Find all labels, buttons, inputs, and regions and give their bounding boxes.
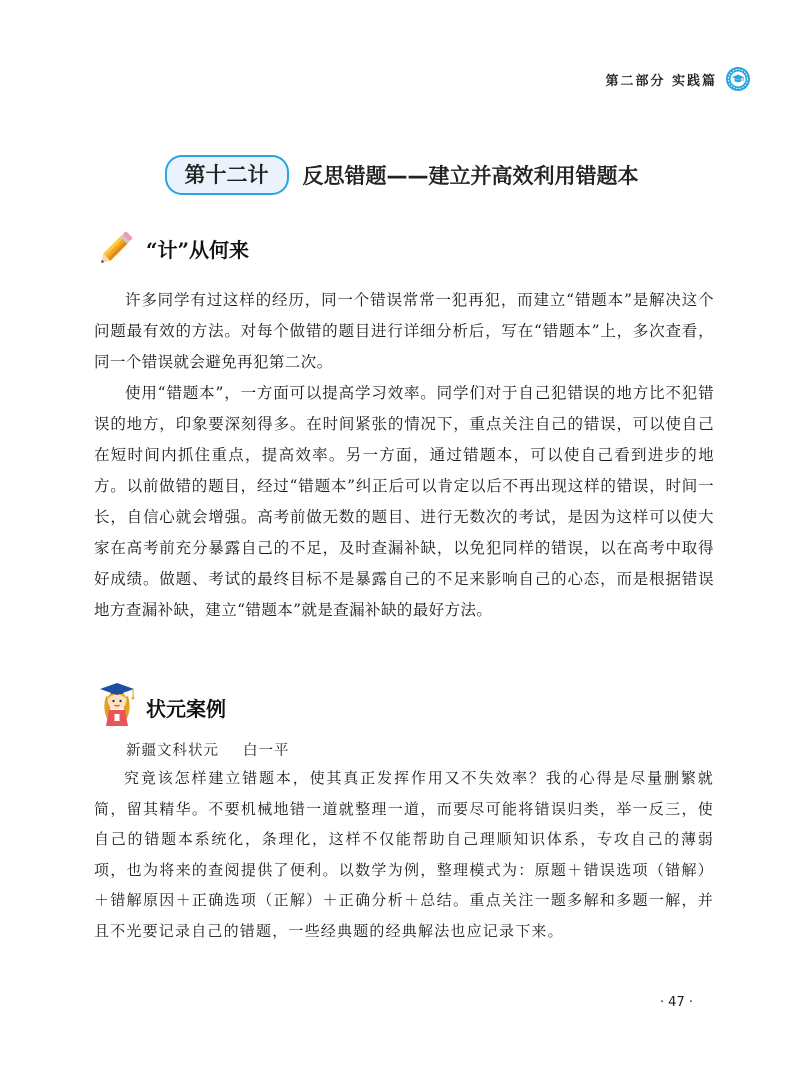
section1-heading xyxy=(94,226,249,270)
section1-title: “计”从何来 xyxy=(146,237,250,262)
page-number: · 47 · xyxy=(659,995,693,1010)
graduation-cap-badge-icon xyxy=(725,66,751,92)
pencil-icon xyxy=(94,226,138,270)
scholar-girl-icon xyxy=(94,680,140,728)
byline-author: 白一平 xyxy=(243,743,290,759)
chapter-title-row xyxy=(0,155,803,195)
section2-heading xyxy=(94,680,226,728)
running-header xyxy=(605,66,751,92)
section1-paragraph: 使用“错题本”，一方面可以提高学习效率。同学们对于自己犯错误的地方比不犯错误的地方，印象要深刻得多。在时间紧张的情况下，重点关注自己的错误，可以使自己在短时间内抓住重点，提高效率。另一方面，通过错题本，可以使自己看到进步的地方。以前做错的题目，经过“错题本”纠正后可以肯定以后不再出现这样的错误，时间一长，自信心就会增强。高考前做无数的题目、进行无数次的考试，是因为这样可以使大家在高考前充分暴露自己的不足，及时查漏补缺，以免犯同样的错误，以在高考中取得好成绩。做题、考试的最终目标不是暴露自己的不足来影响自己的心态，而是根据错误地方查漏补缺，建立“错题本”就是查漏补缺的最好方法。 xyxy=(94,384,714,619)
byline xyxy=(126,739,290,760)
section2-title: 状元案例 xyxy=(146,697,226,721)
header-text: 第二部分 实践篇 xyxy=(605,73,717,89)
byline-role: 新疆文科状元 xyxy=(126,743,219,759)
section1-paragraph: 许多同学有过这样的经历，同一个错误常常一犯再犯，而建立“错题本”是解决这个问题最有效的方法。对每个做错的题目进行详细分析后，写在“错题本”上，多次查看，同一个错误就会避免再犯第二次。 xyxy=(94,291,714,371)
chapter-label: 第十二计 xyxy=(165,155,289,195)
section2-paragraph: 究竟该怎样建立错题本，使其真正发挥作用又不失效率？我的心得是尽量删繁就简，留其精华。不要机械地错一道就整理一道，而要尽可能将错误归类，举一反三，使自己的错题本系统化，条理化，这样不仅能帮助自己理顺知识体系，专攻自己的薄弱项，也为将来的查阅提供了便利。以数学为例，整理模式为：原题＋错误选项（错解）＋错解原因＋正确选项（正解）＋正确分析＋总结。重点关注一题多解和多题一解，并且不光要记录自己的错题，一些经典题的经典解法也应记录下来。 xyxy=(94,769,714,940)
chapter-title: 反思错题——建立并高效利用错题本 xyxy=(302,164,639,188)
section1-body xyxy=(94,285,714,626)
section2-body xyxy=(94,763,714,946)
